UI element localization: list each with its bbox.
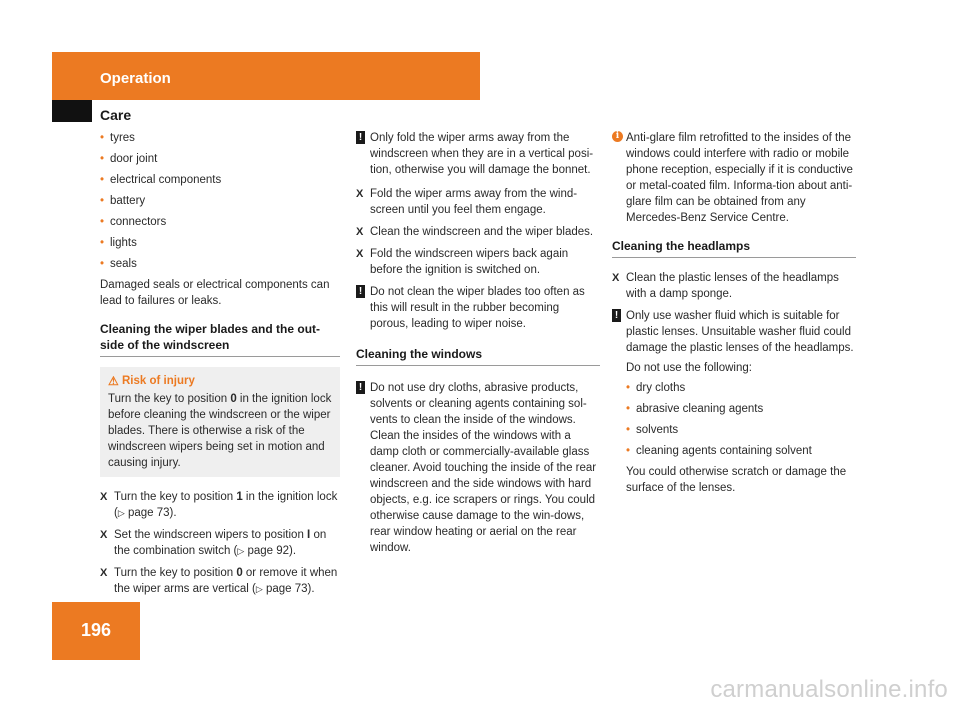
info-note: i Anti-glare film retrofitted to the insides of the windows could interfere with radio or mobile phone reception, especially if it is conductive or metal-coated film. Informa-tion about anti-glare film can be obtained from any Mercedes-Benz Service Centre. — [612, 130, 856, 226]
section-heading: Cleaning the windows — [356, 346, 600, 366]
notice: ! Do not use dry cloths, abrasive products, solvents or cleaning agents containing sol-vents to clean the inside of the windows. Clean the insides of the windows with a damp cloth or commercially-available glass cleaner. Avoid touching the inside of the rear windscreen and the side windows with hard objects, e.g. ice scrapers or rings. You could otherwise cause damage to the win-dows, rear window heating or aerial on the rear window. — [356, 380, 600, 556]
page-ref-icon: ▷ — [117, 508, 125, 518]
arrow-icon: X — [356, 226, 364, 238]
instruction-step: X Clean the plastic lenses of the headlamps with a damp sponge. — [612, 272, 839, 300]
section-title: Operation — [100, 70, 171, 87]
column-3 — [612, 130, 856, 502]
notice: ! Only fold the wiper arms away from the windscreen when they are in a vertical posi-tion, otherwise you will damage the bonnet. — [356, 130, 600, 178]
list-item: • solvents — [626, 422, 856, 438]
page-ref-icon: ▷ — [255, 584, 263, 594]
section-heading: Cleaning the headlamps — [612, 238, 856, 258]
list-item: • lights — [100, 235, 340, 251]
page-ref-icon: ▷ — [237, 546, 245, 556]
warning-box — [100, 367, 340, 477]
column-1 — [100, 130, 340, 603]
info-icon: i — [612, 131, 623, 142]
list-item: • dry cloths — [626, 380, 856, 396]
notice: ! Do not clean the wiper blades too often as this will result in the rubber becoming porous, leading to wiper noise. — [356, 284, 600, 332]
list-item: • door joint — [100, 151, 340, 167]
section-tab-marker — [52, 100, 92, 122]
exclamation-icon: ! — [612, 309, 621, 322]
instruction-step: X Fold the windscreen wipers back again before the ignition is switched on. — [356, 248, 569, 276]
list-item: • connectors — [100, 214, 340, 230]
paragraph: You could otherwise scratch or damage the surface of the lenses. — [626, 466, 847, 494]
list-item: • battery — [100, 193, 340, 209]
subsection-title: Care — [100, 107, 132, 123]
page-reference-link[interactable]: page 73). — [262, 583, 315, 595]
arrow-icon: X — [356, 248, 364, 260]
warning-text: Turn the key to position 0 in the ignition lock before cleaning the windscreen or the wiper blades. There is otherwise a risk of the windscreen wipers being set in motion and causing injury. — [108, 393, 332, 469]
page-number-box — [52, 602, 140, 660]
list-item: • abrasive cleaning agents — [626, 401, 856, 417]
exclamation-icon: ! — [356, 381, 365, 394]
list-item: • tyres — [100, 130, 340, 146]
notice: ! Only use washer fluid which is suitable for plastic lenses. Unsuitable washer fluid could damage the plastic lenses of the headlamps. — [612, 308, 856, 356]
instruction-step: X Turn the key to position 1 in the ignition lock (▷ page 73). — [100, 491, 338, 519]
instruction-step: X Fold the wiper arms away from the wind-screen until you feel them engage. — [356, 188, 578, 216]
arrow-icon: X — [100, 567, 108, 579]
watermark: carmanualsonline.info — [710, 676, 948, 703]
column-2 — [356, 130, 600, 564]
warning-title: ⚠ Risk of injury — [108, 374, 195, 388]
list-item: • cleaning agents containing solvent — [626, 443, 856, 459]
page-reference-link[interactable]: page 92). — [244, 545, 297, 557]
paragraph: Do not use the following: — [626, 362, 752, 374]
arrow-icon: X — [100, 491, 108, 503]
instruction-step: X Turn the key to position 0 or remove it when the wiper arms are vertical (▷ page 73). — [100, 567, 338, 595]
header-bar — [52, 52, 480, 100]
paragraph: Damaged seals or electrical components can lead to failures or leaks. — [100, 279, 330, 307]
bullet-list — [612, 380, 856, 459]
instruction-step: X Set the windscreen wipers to position I on the combination switch (▷ page 92). — [100, 529, 327, 557]
list-item: • electrical components — [100, 172, 340, 188]
exclamation-icon: ! — [356, 131, 365, 144]
page-reference-link[interactable]: page 73). — [124, 507, 177, 519]
warning-triangle-icon: ⚠ — [108, 374, 119, 388]
instruction-step: X Clean the windscreen and the wiper blades. — [356, 226, 594, 238]
arrow-icon: X — [356, 188, 364, 200]
list-item: • seals — [100, 256, 340, 272]
section-heading: Cleaning the wiper blades and the out-side of the windscreen — [100, 321, 340, 357]
arrow-icon: X — [100, 529, 108, 541]
page-number: 196 — [80, 620, 112, 640]
arrow-icon: X — [612, 272, 620, 284]
exclamation-icon: ! — [356, 285, 365, 298]
